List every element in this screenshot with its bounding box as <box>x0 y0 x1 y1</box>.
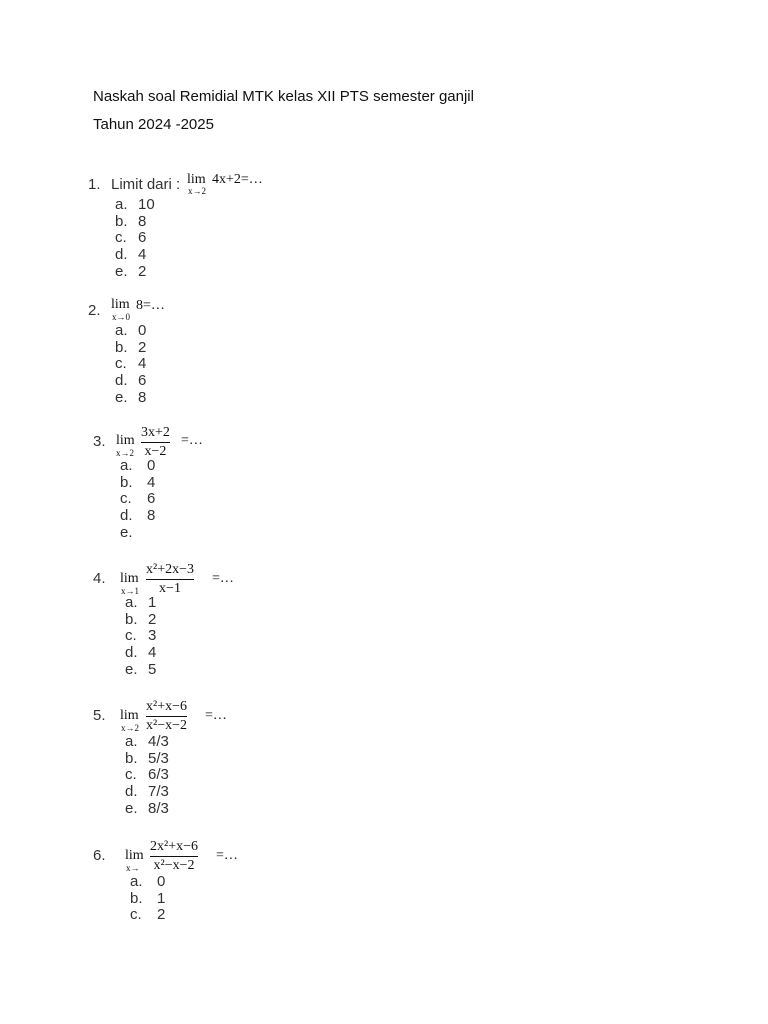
question-number: 1. <box>88 176 101 193</box>
option-d[interactable]: d. 8 <box>120 507 156 525</box>
answer-options <box>125 734 169 817</box>
fraction-bar <box>146 579 194 580</box>
option-c[interactable]: c. 3 <box>125 627 157 645</box>
option-e[interactable]: e. 2 <box>115 262 147 280</box>
question-prefix: Limit dari : <box>111 176 181 193</box>
option-d[interactable]: d. 4 <box>125 644 157 662</box>
option-b[interactable]: b. 4 <box>120 473 156 491</box>
question-number: 5. <box>93 707 106 724</box>
option-e[interactable]: e. 8 <box>115 388 147 406</box>
option-e[interactable]: e. 8/3 <box>125 799 169 817</box>
limit-operator: lim <box>120 708 139 723</box>
fraction-bar <box>141 442 170 443</box>
limit-subscript: x→2 <box>116 448 134 458</box>
answer-options <box>120 458 155 541</box>
option-b[interactable]: b. 8 <box>115 212 147 230</box>
fraction-denominator: x²−x−2 <box>153 858 195 873</box>
option-c[interactable]: c. 6 <box>115 229 147 247</box>
document-year: Tahun 2024 -2025 <box>93 116 214 133</box>
answer-options <box>115 323 146 406</box>
answer-options <box>125 595 156 678</box>
limit-operator: lim <box>125 848 144 863</box>
option-c[interactable]: c. 6 <box>120 490 156 508</box>
fraction-denominator: x−1 <box>159 581 181 596</box>
limit-subscript: x→2 <box>121 723 139 733</box>
fraction-bar <box>150 856 198 857</box>
fraction-numerator: x²+x−6 <box>146 699 187 714</box>
fraction-numerator: 2x²+x−6 <box>150 839 198 854</box>
fraction-denominator: x−2 <box>144 444 167 459</box>
option-e[interactable]: e. <box>120 523 133 541</box>
question-number: 3. <box>93 433 106 450</box>
limit-fraction <box>146 563 194 596</box>
fraction-numerator: 3x+2 <box>141 425 170 440</box>
limit-subscript: x→ <box>126 863 140 873</box>
limit-operator: lim <box>120 571 139 586</box>
limit-fraction <box>146 700 187 733</box>
option-b[interactable]: b. 2 <box>115 338 147 356</box>
limit-expression: 4x+2=… <box>212 172 263 187</box>
option-a[interactable]: a. 0 <box>115 322 147 339</box>
option-a[interactable]: a. 4/3 <box>125 733 169 750</box>
option-c[interactable]: c. 6/3 <box>125 766 169 784</box>
option-c[interactable]: c. 4 <box>115 355 147 373</box>
question-number: 4. <box>93 570 106 587</box>
limit-tail: =… <box>205 708 227 723</box>
limit-operator: lim <box>111 297 130 312</box>
option-b[interactable]: b. 5/3 <box>125 749 169 767</box>
document-title: Naskah soal Remidial MTK kelas XII PTS semester ganjil <box>93 88 474 105</box>
option-d[interactable]: d. 4 <box>115 246 147 264</box>
question-number: 6. <box>93 847 106 864</box>
limit-operator: lim <box>116 433 135 448</box>
limit-tail: =… <box>181 433 203 448</box>
question-number: 2. <box>88 302 101 319</box>
option-a[interactable]: a. 1 <box>125 594 157 611</box>
option-b[interactable]: b. 2 <box>125 610 157 628</box>
fraction-denominator: x²−x−2 <box>146 718 187 733</box>
option-b[interactable]: b. 1 <box>130 889 166 907</box>
limit-tail: =… <box>212 571 234 586</box>
option-e[interactable]: e. 5 <box>125 660 157 678</box>
fraction-bar <box>146 716 187 717</box>
option-a[interactable]: a. 10 <box>115 196 155 213</box>
fraction-numerator: x²+2x−3 <box>146 562 194 577</box>
limit-tail: =… <box>216 848 238 863</box>
option-d[interactable]: d. 7/3 <box>125 783 169 801</box>
answer-options <box>130 874 165 924</box>
option-c[interactable]: c. 2 <box>130 906 166 924</box>
answer-options <box>115 197 155 280</box>
limit-subscript: x→1 <box>121 586 139 596</box>
limit-operator: lim <box>187 172 206 187</box>
limit-subscript: x→0 <box>112 312 130 322</box>
limit-expression: 8=… <box>136 298 165 313</box>
limit-fraction <box>150 840 198 873</box>
option-a[interactable]: a. 0 <box>120 457 156 474</box>
option-d[interactable]: d. 6 <box>115 372 147 390</box>
limit-subscript: x→2 <box>188 186 206 196</box>
limit-fraction <box>141 426 170 459</box>
option-a[interactable]: a. 0 <box>130 873 166 890</box>
